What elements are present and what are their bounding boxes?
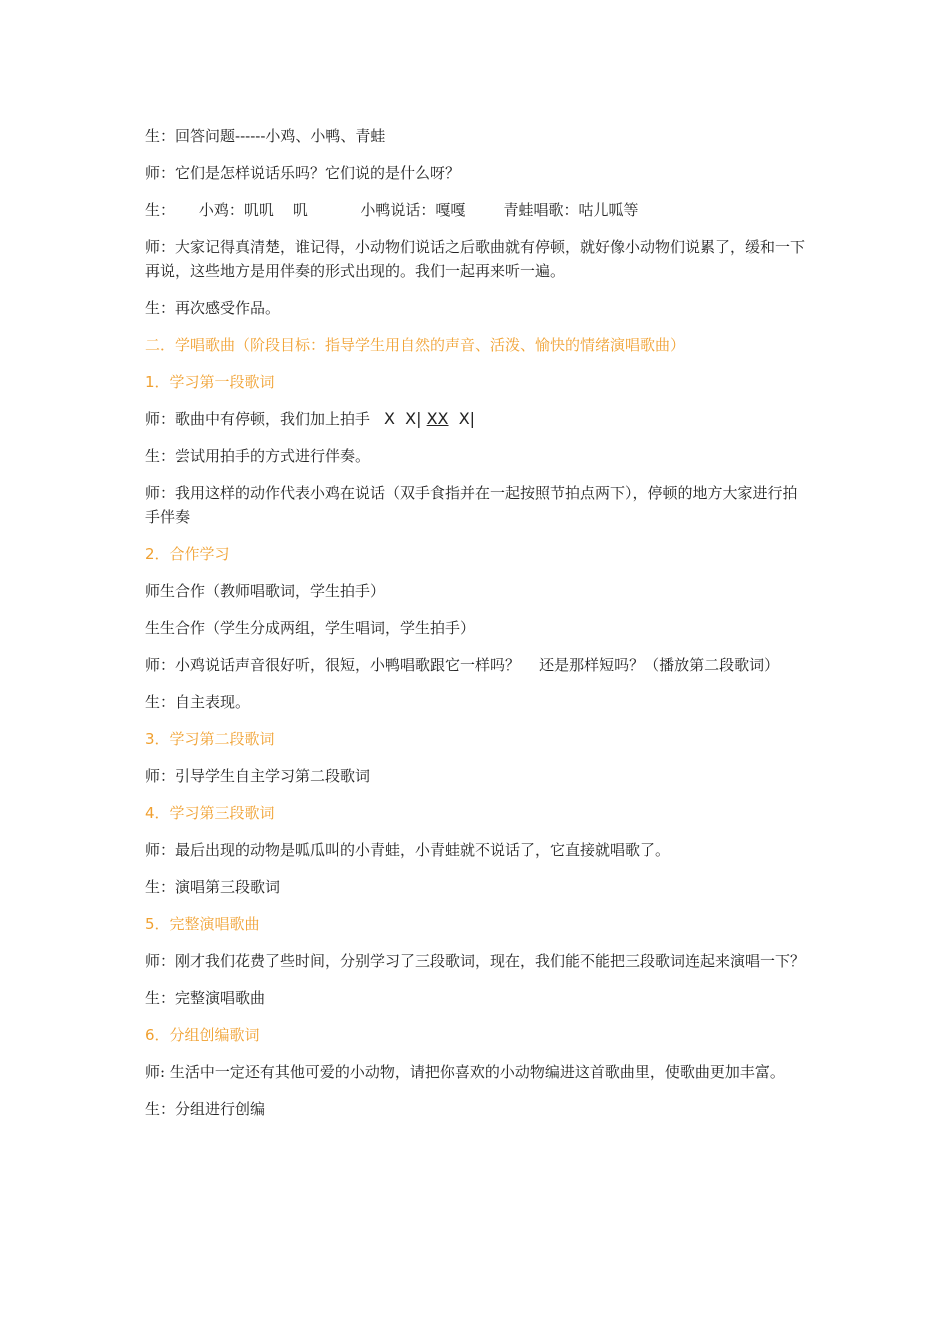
heading-step-3: 3．学习第二段歌词	[145, 730, 275, 748]
heading-step-4: 4．学习第三段歌词	[145, 804, 275, 822]
paragraph-teacher-gesture: 师：我用这样的动作代表小鸡在说话（双手食指并在一起按照节拍点两下），停顿的地方大家进行拍手伴奏	[145, 484, 798, 526]
paragraph-student-sing-third: 生：演唱第三段歌词	[145, 878, 281, 896]
paragraph-teacher-question: 师：它们是怎样说话乐吗？它们说的是什么呀？	[145, 164, 461, 182]
paragraph-teacher-student-coop: 师生合作（教师唱歌词，学生拍手）	[145, 582, 386, 600]
paragraph-student-student-coop: 生生合作（学生分成两组，学生唱词，学生拍手）	[145, 619, 476, 637]
paragraph-student-full-song: 生：完整演唱歌曲	[145, 989, 266, 1007]
paragraph-student-create: 生：分组进行创编	[145, 1100, 266, 1118]
rhythm-part-1: X X|	[384, 409, 422, 428]
paragraph-student-listen: 生：再次感受作品。	[145, 299, 281, 317]
paragraph-teacher-frog: 师：最后出现的动物是呱瓜叫的小青蛙，小青蛙就不说话了，它直接就唱歌了。	[145, 841, 671, 859]
paragraph-teacher-combine: 师：刚才我们花费了些时间，分别学习了三段歌词，现在，我们能不能把三段歌词连起来演唱一下？	[145, 952, 806, 970]
document-body	[145, 124, 810, 1134]
paragraph-student-clap: 生：尝试用拍手的方式进行伴奏。	[145, 447, 371, 465]
clap-instruction: 师：歌曲中有停顿，我们加上拍手	[145, 410, 371, 428]
heading-step-5: 5．完整演唱歌曲	[145, 915, 260, 933]
paragraph-animal-sounds: 生： 小鸡：叽叽 叽 小鸭说话：嘎嘎 青蛙唱歌：咕儿呱等	[145, 201, 639, 219]
paragraph-teacher-explain: 师：大家记得真清楚，谁记得，小动物们说话之后歌曲就有停顿，就好像小动物们说累了，缓和一下再说，这些地方是用伴奏的形式出现的。我们一起再来听一遍。	[145, 238, 806, 280]
paragraph-student-perform: 生：自主表现。	[145, 693, 251, 711]
paragraph-teacher-create: 师: 生活中一定还有其他可爱的小动物，请把你喜欢的小动物编进这首歌曲里，使歌曲更加丰富。	[145, 1063, 785, 1081]
heading-step-6: 6．分组创编歌词	[145, 1026, 260, 1044]
rhythm-notation	[384, 409, 475, 428]
rhythm-part-3: X|	[448, 409, 476, 428]
heading-step-1: 1．学习第一段歌词	[145, 373, 275, 391]
heading-step-2: 2．合作学习	[145, 545, 230, 563]
paragraph-student-answer: 生：回答问题------小鸡、小鸭、青蛙	[145, 127, 386, 145]
paragraph-clap-rhythm	[145, 407, 810, 431]
paragraph-teacher-guide: 师：引导学生自主学习第二段歌词	[145, 767, 371, 785]
paragraph-teacher-duck: 师：小鸡说话声音很好听，很短，小鸭唱歌跟它一样吗？ 还是那样短吗？（播放第二段歌词）	[145, 656, 780, 674]
rhythm-part-2: XX	[426, 409, 449, 428]
section-heading-learn-song: 二．学唱歌曲（阶段目标：指导学生用自然的声音、活泼、愉快的情绪演唱歌曲）	[145, 336, 686, 354]
